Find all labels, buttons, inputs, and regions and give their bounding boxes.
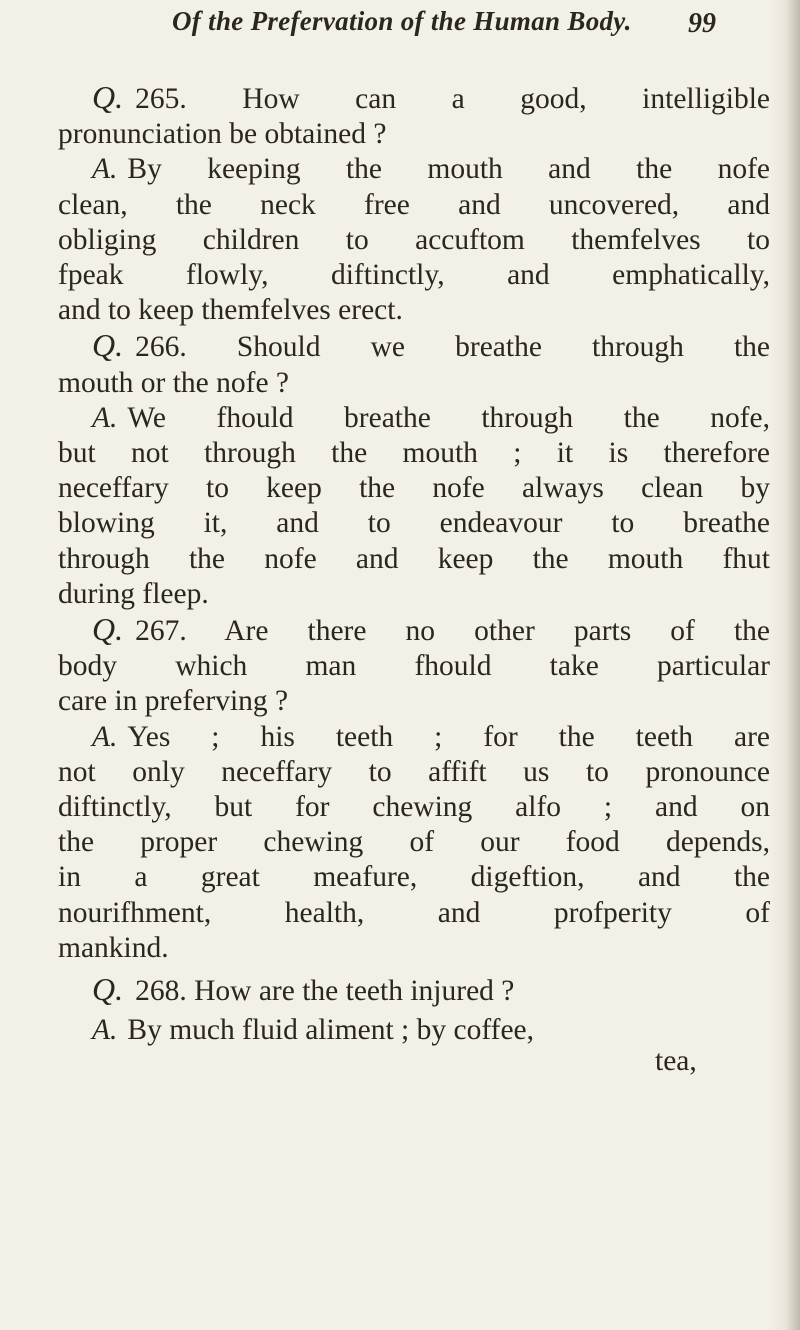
text-line (58, 720, 770, 755)
text-line: mankind. (58, 931, 169, 964)
text-line: during fleep. (58, 577, 209, 610)
page-number: 99 (688, 8, 716, 39)
text-line: through the nofe and keep the mouth fhut (58, 542, 770, 575)
answer-marker: A. (92, 1014, 118, 1047)
text-line: the proper chewing of our food depends, (58, 826, 770, 859)
answer-268 (58, 1013, 770, 1048)
answer-265 (58, 152, 770, 328)
question-marker: Q. (92, 971, 124, 1008)
question-268 (58, 972, 770, 1009)
text-line: and to keep themfelves erect. (58, 294, 403, 327)
page-edge-shadow (786, 0, 800, 1330)
line-text: 267. Are there no other parts of the (135, 615, 770, 648)
text-line: but not through the mouth ; it is therefore (58, 437, 770, 470)
text-line: obliging children to accuftom themfelves to (58, 223, 770, 256)
line-text: Yes ; his teeth ; for the teeth are (127, 720, 770, 753)
text-line: mouth or the nofe ? (58, 366, 290, 399)
text-line (58, 152, 770, 187)
question-marker: Q. (92, 79, 124, 115)
text-line (58, 1013, 770, 1048)
text-line: body which man fhould take particular (58, 650, 770, 683)
question-267 (58, 612, 770, 720)
question-marker: Q. (92, 611, 124, 648)
line-text: 268. How are the teeth injured ? (135, 975, 515, 1008)
line-text: 265. How can a good, intelligible (135, 83, 770, 115)
text-line: not only neceffary to affift us to pronounce (58, 755, 770, 788)
answer-marker: A. (92, 153, 118, 186)
text-line (58, 972, 770, 1009)
text-line: diftinctly, but for chewing alfo ; and on (58, 791, 770, 824)
text-line: pronunciation be obtained ? (58, 118, 387, 151)
line-text: 266. Should we breathe through the (135, 331, 770, 364)
text-line: neceffary to keep the nofe always clean by (58, 472, 770, 505)
text-line (58, 328, 770, 365)
answer-266 (58, 401, 770, 612)
text-line: care in preferving ? (58, 685, 289, 718)
text-line: nourifhment, health, and profperity of (58, 896, 770, 929)
text-line: clean, the neck free and uncovered, and (58, 188, 770, 221)
text-line (58, 80, 770, 117)
question-266 (58, 328, 770, 400)
text-line (58, 401, 770, 436)
body-text (58, 80, 770, 1048)
text-line (58, 612, 770, 649)
answer-267 (58, 720, 770, 966)
catchword: tea, (655, 1045, 697, 1077)
text-line: in a great meafure, digeftion, and the (58, 861, 770, 894)
answer-marker: A. (92, 401, 118, 434)
question-265 (58, 80, 770, 152)
line-text: By much fluid aliment ; by coffee, (127, 1014, 535, 1047)
text-line: blowing it, and to endeavour to breathe (58, 507, 770, 540)
text-line: fpeak flowly, diftinctly, and emphatically, (58, 259, 770, 292)
answer-marker: A. (92, 720, 118, 753)
question-marker: Q. (92, 327, 124, 364)
line-text: We fhould breathe through the nofe, (127, 401, 770, 434)
running-head: Of the Prefervation of the Human Body. (172, 6, 632, 36)
line-text: By keeping the mouth and the nofe (127, 153, 770, 186)
